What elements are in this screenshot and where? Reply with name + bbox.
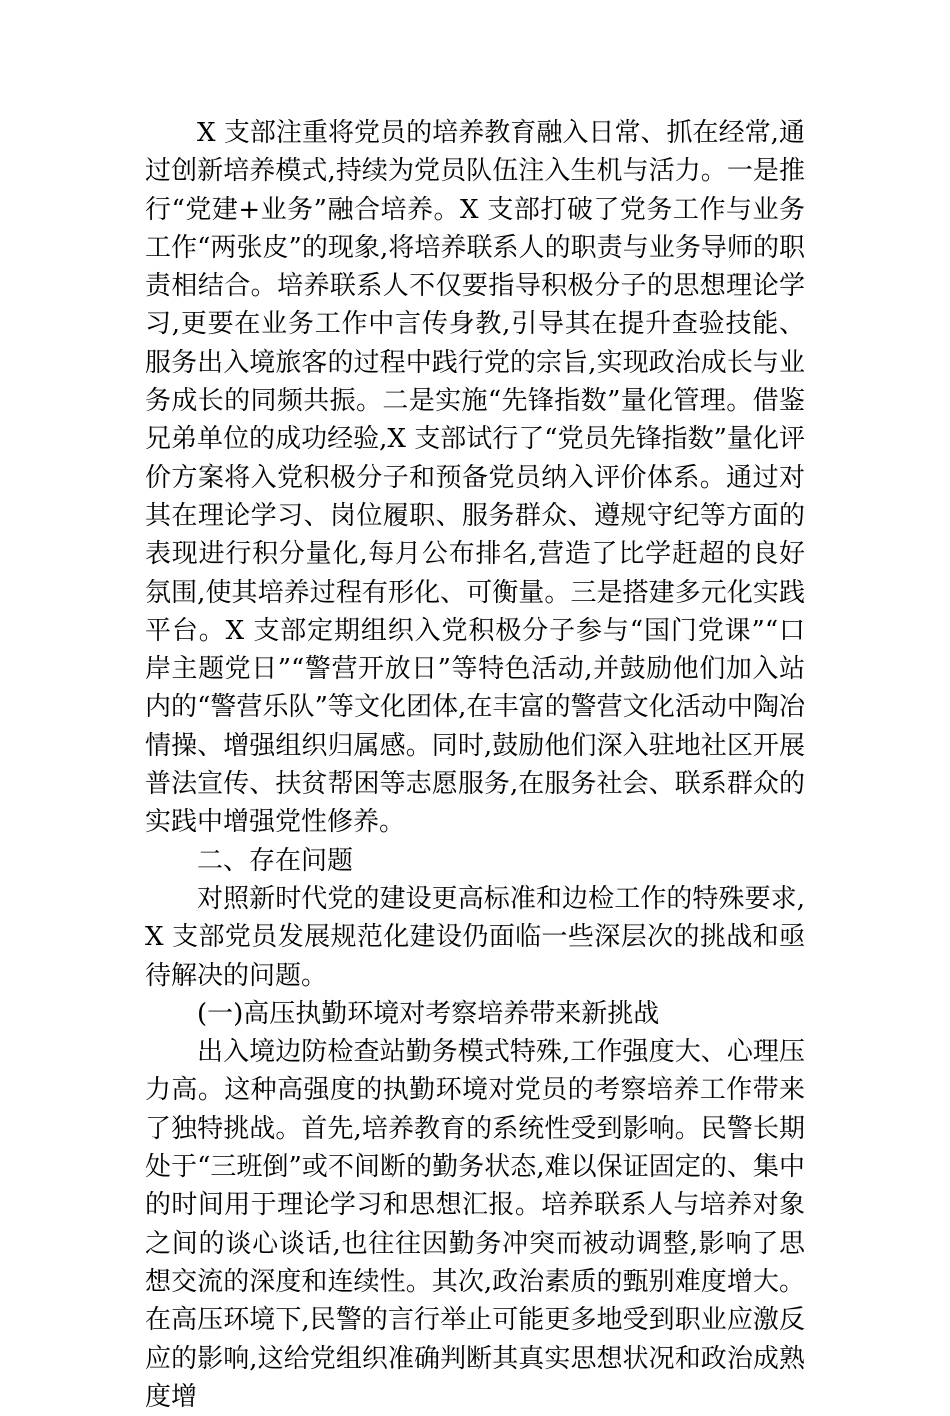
document-body	[145, 114, 805, 1416]
paragraph-high-pressure: 出入境边防检查站勤务模式特殊,工作强度大、心理压力高。这种高强度的执勤环境对党员的考察培养工作带来了独特挑战。首先,培养教育的系统性受到影响。民警长期处于“三班倒”或不间断的勤务状态,难以保证固定的、集中的时间用于理论学习和思想汇报。培养联系人与培养对象之间的谈心谈话,也往往因勤务冲突而被动调整,影响了思想交流的深度和连续性。其次,政治素质的甄别难度增大。在高压环境下,民警的言行举止可能更多地受到职业应激反应的影响,这给党组织准确判断其真实思想状况和政治成熟度增	[145, 1037, 805, 1412]
paragraph-branch-training: X 支部注重将党员的培养教育融入日常、抓在经常,通过创新培养模式,持续为党员队伍注入生机与活力。一是推行“党建+业务”融合培养。X 支部打破了党务工作与业务工作“两张皮”的现象,将培养联系人的职责与业务导师的职责相结合。培养联系人不仅要指导积极分子的思想理论学习,更要在业务工作中言传身教,引导其在提升查验技能、服务出入境旅客的过程中践行党的宗旨,实现政治成长与业务成长的同频共振。二是实施“先锋指数”量化管理。借鉴兄弟单位的成功经验,X 支部试行了“党员先锋指数”量化评价方案将入党积极分子和预备党员纳入评价体系。通过对其在理论学习、岗位履职、服务群众、遵规守纪等方面的表现进行积分量化,每月公布排名,营造了比学赶超的良好氛围,使其培养过程有形化、可衡量。三是搭建多元化实践平台。X 支部定期组织入党积极分子参与“国门党课”“口岸主题党日”“警营开放日”等特色活动,并鼓励他们加入站内的“警营乐队”等文化团体,在丰富的警营文化活动中陶冶情操、增强组织归属感。同时,鼓励他们深入驻地社区开展普法宣传、扶贫帮困等志愿服务,在服务社会、联系群众的实践中增强党性修养。	[145, 118, 805, 838]
subheading-high-pressure: (一)高压执勤环境对考察培养带来新挑战	[197, 998, 660, 1029]
section-heading-problems: 二、存在问题	[197, 845, 354, 876]
paragraph-problems-intro: 对照新时代党的建设更高标准和边检工作的特殊要求,X 支部党员发展规范化建设仍面临一些深层次的挑战和亟待解决的问题。	[145, 883, 805, 991]
